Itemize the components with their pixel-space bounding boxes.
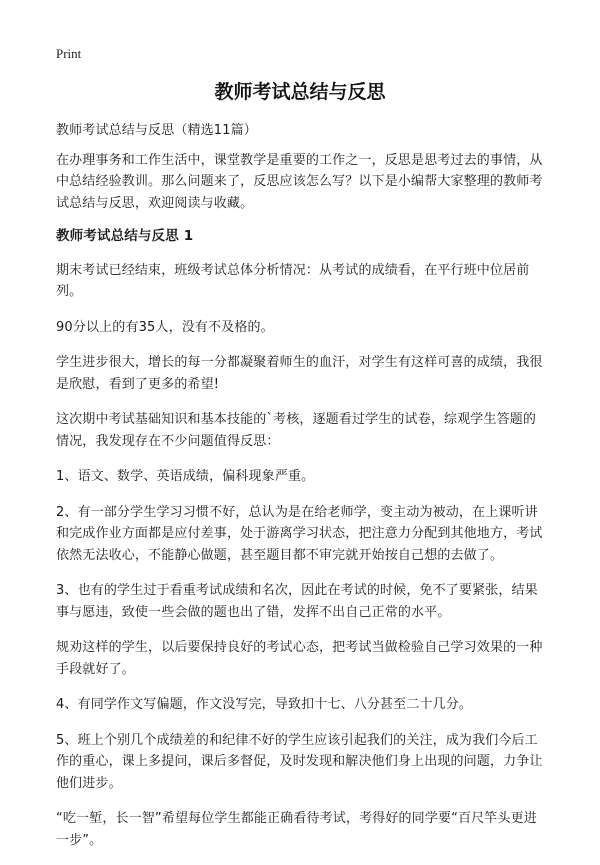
paragraph: 1、语文、数学、英语成绩，偏科现象严重。 (56, 469, 315, 484)
print-link[interactable]: Print (56, 46, 82, 61)
document-subtitle: 教师考试总结与反思（精选11篇） (56, 123, 257, 138)
intro-paragraph: 在办理事务和工作生活中，课堂教学是重要的工作之一，反思是思考过去的事情，从中总结经验教训。那么问题来了，反思应该怎么写？以下是小编帮大家整理的教师考试总结与反思，欢迎阅读与收藏。 (56, 152, 543, 211)
paragraph: “吃一堑，长一智”希望每位学生都能正确看待考试，考得好的同学要“百尺竿头更进一步”。 (56, 811, 537, 848)
paragraph: 3、也有的学生过于看重考试成绩和名次，因此在考试的时候，免不了要紧张，结果事与愿违，致使一些会做的题也出了错，发挥不出自己正常的水平。 (56, 583, 538, 620)
paragraph: 90分以上的有35人，没有不及格的。 (56, 319, 274, 335)
section-heading: 教师考试总结与反思 1 (56, 228, 194, 244)
paragraph: 2、有一部分学生学习习惯不好，总认为是在给老师学，变主动为被动，在上课听讲和完成作业方面都是应付差事，处于游离学习状态，把注意力分配到其他地方，考试依然无法收心，不能静心做题，甚至题目都不审完就开始按自己想的去做了。 (56, 504, 543, 563)
paragraph: 4、有同学作文写偏题，作文没写完，导致扣十七、八分甚至二十几分。 (56, 697, 473, 712)
paragraph: 这次期中考试基础知识和基本技能的`考核，逐题看过学生的试卷，综观学生答题的情况，我发现存在不少问题值得反思： (56, 412, 537, 449)
paragraph: 规劝这样的学生，以后要保持良好的考试心态，把考试当做检验自己学习效果的一种手段就好了。 (56, 640, 543, 677)
page-title: 教师考试总结与反思 (214, 81, 386, 103)
paragraph: 期末考试已经结束，班级考试总体分析情况：从考试的成绩看，在平行班中位居前列。 (56, 262, 530, 299)
paragraph: 5、班上个别几个成绩差的和纪律不好的学生应该引起我们的关注，成为我们今后工作的重心，课上多提问，课后多督促，及时发现和解决他们身上出现的问题，力争让他们进步。 (56, 732, 543, 791)
paragraph: 学生进步很大，增长的每一分都凝聚着师生的血汗，对学生有这样可喜的成绩，我很是欣慰，看到了更多的希望! (56, 355, 543, 392)
document-body (56, 120, 544, 865)
